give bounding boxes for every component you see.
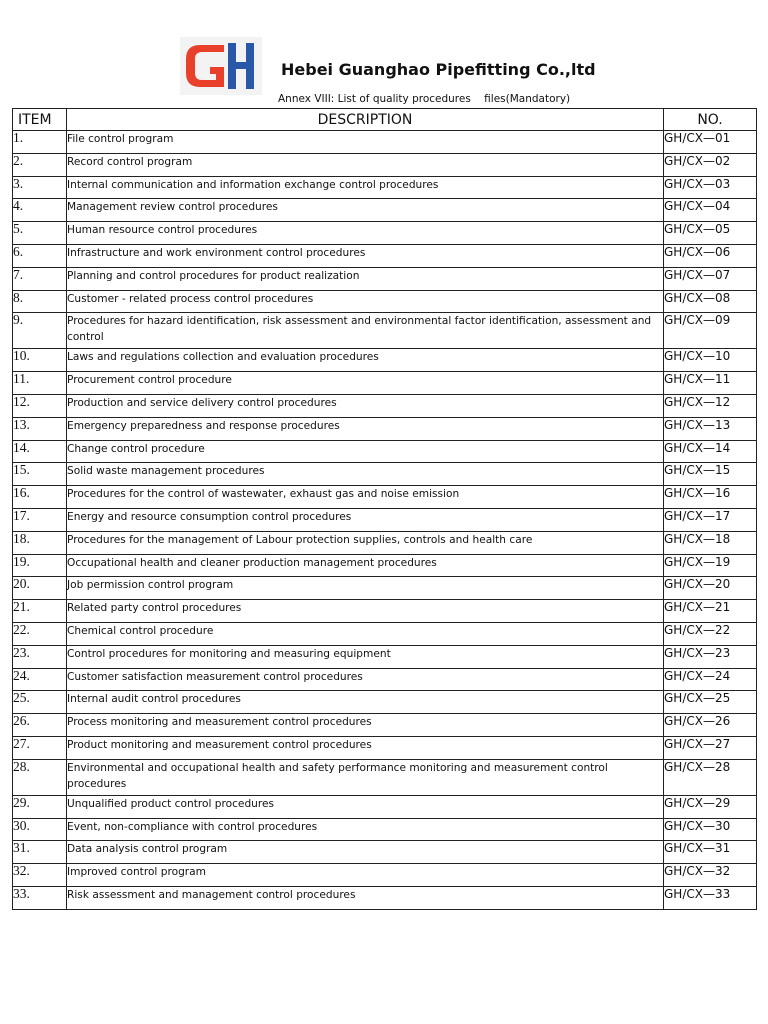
- item-cell: 14.: [13, 440, 67, 463]
- table-row: [13, 417, 757, 440]
- description-cell: Internal audit control procedures: [67, 691, 664, 714]
- table-row: [13, 267, 757, 290]
- item-cell: 8.: [13, 290, 67, 313]
- item-cell: 25.: [13, 691, 67, 714]
- description-cell: Customer - related process control procedures: [67, 290, 664, 313]
- item-cell: 16.: [13, 486, 67, 509]
- table-row: [13, 622, 757, 645]
- description-cell: Event, non-compliance with control procedures: [67, 818, 664, 841]
- table-row: [13, 818, 757, 841]
- column-header-no: NO.: [664, 109, 757, 131]
- table-row: [13, 176, 757, 199]
- table-row: [13, 841, 757, 864]
- number-cell: GH/CX—11: [664, 372, 757, 395]
- table-row: [13, 577, 757, 600]
- item-cell: 30.: [13, 818, 67, 841]
- table-row: [13, 199, 757, 222]
- number-cell: GH/CX—12: [664, 394, 757, 417]
- number-cell: GH/CX—07: [664, 267, 757, 290]
- description-cell: Planning and control procedures for product realization: [67, 267, 664, 290]
- number-cell: GH/CX—32: [664, 864, 757, 887]
- number-cell: GH/CX—04: [664, 199, 757, 222]
- number-cell: GH/CX—19: [664, 554, 757, 577]
- description-cell: Solid waste management procedures: [67, 463, 664, 486]
- number-cell: GH/CX—01: [664, 131, 757, 154]
- item-cell: 7.: [13, 267, 67, 290]
- table-row: [13, 463, 757, 486]
- number-cell: GH/CX—09: [664, 313, 757, 349]
- item-cell: 3.: [13, 176, 67, 199]
- number-cell: GH/CX—24: [664, 668, 757, 691]
- table-row: [13, 886, 757, 909]
- description-cell: Laws and regulations collection and evaluation procedures: [67, 349, 664, 372]
- table-row: [13, 531, 757, 554]
- number-cell: GH/CX—13: [664, 417, 757, 440]
- number-cell: GH/CX—28: [664, 759, 757, 795]
- item-cell: 5.: [13, 222, 67, 245]
- number-cell: GH/CX—31: [664, 841, 757, 864]
- number-cell: GH/CX—20: [664, 577, 757, 600]
- table-row: [13, 349, 757, 372]
- company-logo: [180, 37, 262, 95]
- description-cell: Environmental and occupational health and safety performance monitoring and measurement control procedures: [67, 759, 664, 795]
- table-row: [13, 795, 757, 818]
- procedures-table: [12, 108, 757, 910]
- item-cell: 4.: [13, 199, 67, 222]
- item-cell: 17.: [13, 508, 67, 531]
- description-cell: Procedures for the control of wastewater, exhaust gas and noise emission: [67, 486, 664, 509]
- description-cell: File control program: [67, 131, 664, 154]
- table-row: [13, 759, 757, 795]
- number-cell: GH/CX—10: [664, 349, 757, 372]
- column-header-item: ITEM: [13, 109, 67, 131]
- number-cell: GH/CX—08: [664, 290, 757, 313]
- item-cell: 29.: [13, 795, 67, 818]
- description-cell: Internal communication and information exchange control procedures: [67, 176, 664, 199]
- number-cell: GH/CX—26: [664, 714, 757, 737]
- description-cell: Emergency preparedness and response procedures: [67, 417, 664, 440]
- item-cell: 31.: [13, 841, 67, 864]
- number-cell: GH/CX—29: [664, 795, 757, 818]
- item-cell: 22.: [13, 622, 67, 645]
- item-cell: 33.: [13, 886, 67, 909]
- item-cell: 13.: [13, 417, 67, 440]
- description-cell: Product monitoring and measurement control procedures: [67, 736, 664, 759]
- item-cell: 11.: [13, 372, 67, 395]
- item-cell: 27.: [13, 736, 67, 759]
- item-cell: 9.: [13, 313, 67, 349]
- number-cell: GH/CX—16: [664, 486, 757, 509]
- description-cell: Energy and resource consumption control procedures: [67, 508, 664, 531]
- item-cell: 10.: [13, 349, 67, 372]
- table-header-row: [13, 109, 757, 131]
- number-cell: GH/CX—06: [664, 244, 757, 267]
- description-cell: Data analysis control program: [67, 841, 664, 864]
- table-row: [13, 864, 757, 887]
- item-cell: 21.: [13, 600, 67, 623]
- number-cell: GH/CX—17: [664, 508, 757, 531]
- item-cell: 19.: [13, 554, 67, 577]
- table-row: [13, 222, 757, 245]
- table-row: [13, 486, 757, 509]
- number-cell: GH/CX—14: [664, 440, 757, 463]
- table-row: [13, 440, 757, 463]
- table-row: [13, 131, 757, 154]
- item-cell: 32.: [13, 864, 67, 887]
- number-cell: GH/CX—23: [664, 645, 757, 668]
- number-cell: GH/CX—25: [664, 691, 757, 714]
- description-cell: Improved control program: [67, 864, 664, 887]
- description-cell: Change control procedure: [67, 440, 664, 463]
- item-cell: 23.: [13, 645, 67, 668]
- description-cell: Process monitoring and measurement control procedures: [67, 714, 664, 737]
- item-cell: 12.: [13, 394, 67, 417]
- table-row: [13, 691, 757, 714]
- item-cell: 15.: [13, 463, 67, 486]
- number-cell: GH/CX—15: [664, 463, 757, 486]
- number-cell: GH/CX—30: [664, 818, 757, 841]
- number-cell: GH/CX—03: [664, 176, 757, 199]
- description-cell: Management review control procedures: [67, 199, 664, 222]
- table-row: [13, 554, 757, 577]
- item-cell: 18.: [13, 531, 67, 554]
- description-cell: Customer satisfaction measurement control procedures: [67, 668, 664, 691]
- table-row: [13, 600, 757, 623]
- table-row: [13, 372, 757, 395]
- table-row: [13, 508, 757, 531]
- number-cell: GH/CX—18: [664, 531, 757, 554]
- table-row: [13, 290, 757, 313]
- description-cell: Record control program: [67, 153, 664, 176]
- description-cell: Human resource control procedures: [67, 222, 664, 245]
- table-row: [13, 394, 757, 417]
- document-subtitle: Annex VIII: List of quality procedures files(Mandatory): [278, 93, 571, 105]
- table-row: [13, 153, 757, 176]
- description-cell: Risk assessment and management control procedures: [67, 886, 664, 909]
- item-cell: 26.: [13, 714, 67, 737]
- number-cell: GH/CX—05: [664, 222, 757, 245]
- description-cell: Related party control procedures: [67, 600, 664, 623]
- item-cell: 6.: [13, 244, 67, 267]
- description-cell: Job permission control program: [67, 577, 664, 600]
- description-cell: Control procedures for monitoring and measuring equipment: [67, 645, 664, 668]
- description-cell: Unqualified product control procedures: [67, 795, 664, 818]
- company-name: Hebei Guanghao Pipefitting Co.,ltd: [281, 60, 596, 79]
- table-row: [13, 668, 757, 691]
- description-cell: Procurement control procedure: [67, 372, 664, 395]
- description-cell: Procedures for the management of Labour protection supplies, controls and health care: [67, 531, 664, 554]
- item-cell: 20.: [13, 577, 67, 600]
- description-cell: Occupational health and cleaner production management procedures: [67, 554, 664, 577]
- table-row: [13, 645, 757, 668]
- table-row: [13, 313, 757, 349]
- description-cell: Production and service delivery control procedures: [67, 394, 664, 417]
- table-row: [13, 714, 757, 737]
- number-cell: GH/CX—22: [664, 622, 757, 645]
- description-cell: Procedures for hazard identification, risk assessment and environmental factor identification, assessment and control: [67, 313, 664, 349]
- item-cell: 24.: [13, 668, 67, 691]
- table-row: [13, 736, 757, 759]
- item-cell: 28.: [13, 759, 67, 795]
- number-cell: GH/CX—27: [664, 736, 757, 759]
- column-header-description: DESCRIPTION: [67, 109, 664, 131]
- item-cell: 1.: [13, 131, 67, 154]
- number-cell: GH/CX—21: [664, 600, 757, 623]
- description-cell: Infrastructure and work environment control procedures: [67, 244, 664, 267]
- number-cell: GH/CX—02: [664, 153, 757, 176]
- number-cell: GH/CX—33: [664, 886, 757, 909]
- description-cell: Chemical control procedure: [67, 622, 664, 645]
- table-row: [13, 244, 757, 267]
- item-cell: 2.: [13, 153, 67, 176]
